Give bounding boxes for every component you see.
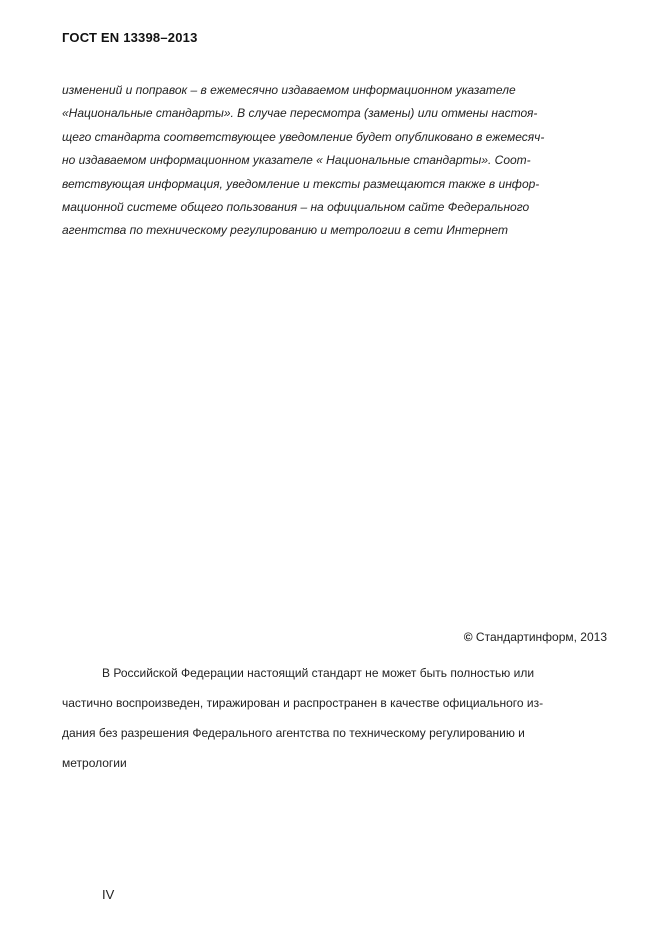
copyright-icon: © — [463, 630, 473, 644]
notice-line: дания без разрешения Федерального агентства по техническому регулированию и — [62, 726, 525, 740]
info-line: но издаваемом информационном указателе « Национальные стандарты». Соот- — [62, 153, 531, 168]
notice-line: метрологии — [62, 756, 127, 770]
notice-line: В Российской Федерации настоящий стандарт не может быть полностью или — [102, 666, 535, 680]
page-number: IV — [102, 887, 115, 902]
document-code-header: ГОСТ EN 13398–2013 — [62, 30, 198, 45]
info-line: «Национальные стандарты». В случае пересмотра (замены) или отмены настоя- — [62, 106, 538, 121]
info-line: агентства по техническому регулированию и метрологии в сети Интернет — [62, 223, 508, 238]
copyright-notice — [464, 630, 607, 644]
info-line: ветствующая информация, уведомление и тексты размещаются также в инфор- — [62, 176, 540, 191]
info-line: щего стандарта соответствующее уведомление будет опубликовано в ежемесяч- — [62, 129, 545, 144]
notice-line: частично воспроизведен, тиражирован и распространен в качестве официального из- — [62, 696, 544, 710]
info-line: изменений и поправок – в ежемесячно издаваемом информационном указателе — [62, 83, 516, 97]
info-paragraph — [62, 79, 622, 243]
info-line: мационной системе общего пользования – на официальном сайте Федерального — [62, 200, 530, 215]
reproduction-notice — [62, 658, 622, 778]
copyright-text: Стандартинформ, 2013 — [475, 630, 607, 644]
